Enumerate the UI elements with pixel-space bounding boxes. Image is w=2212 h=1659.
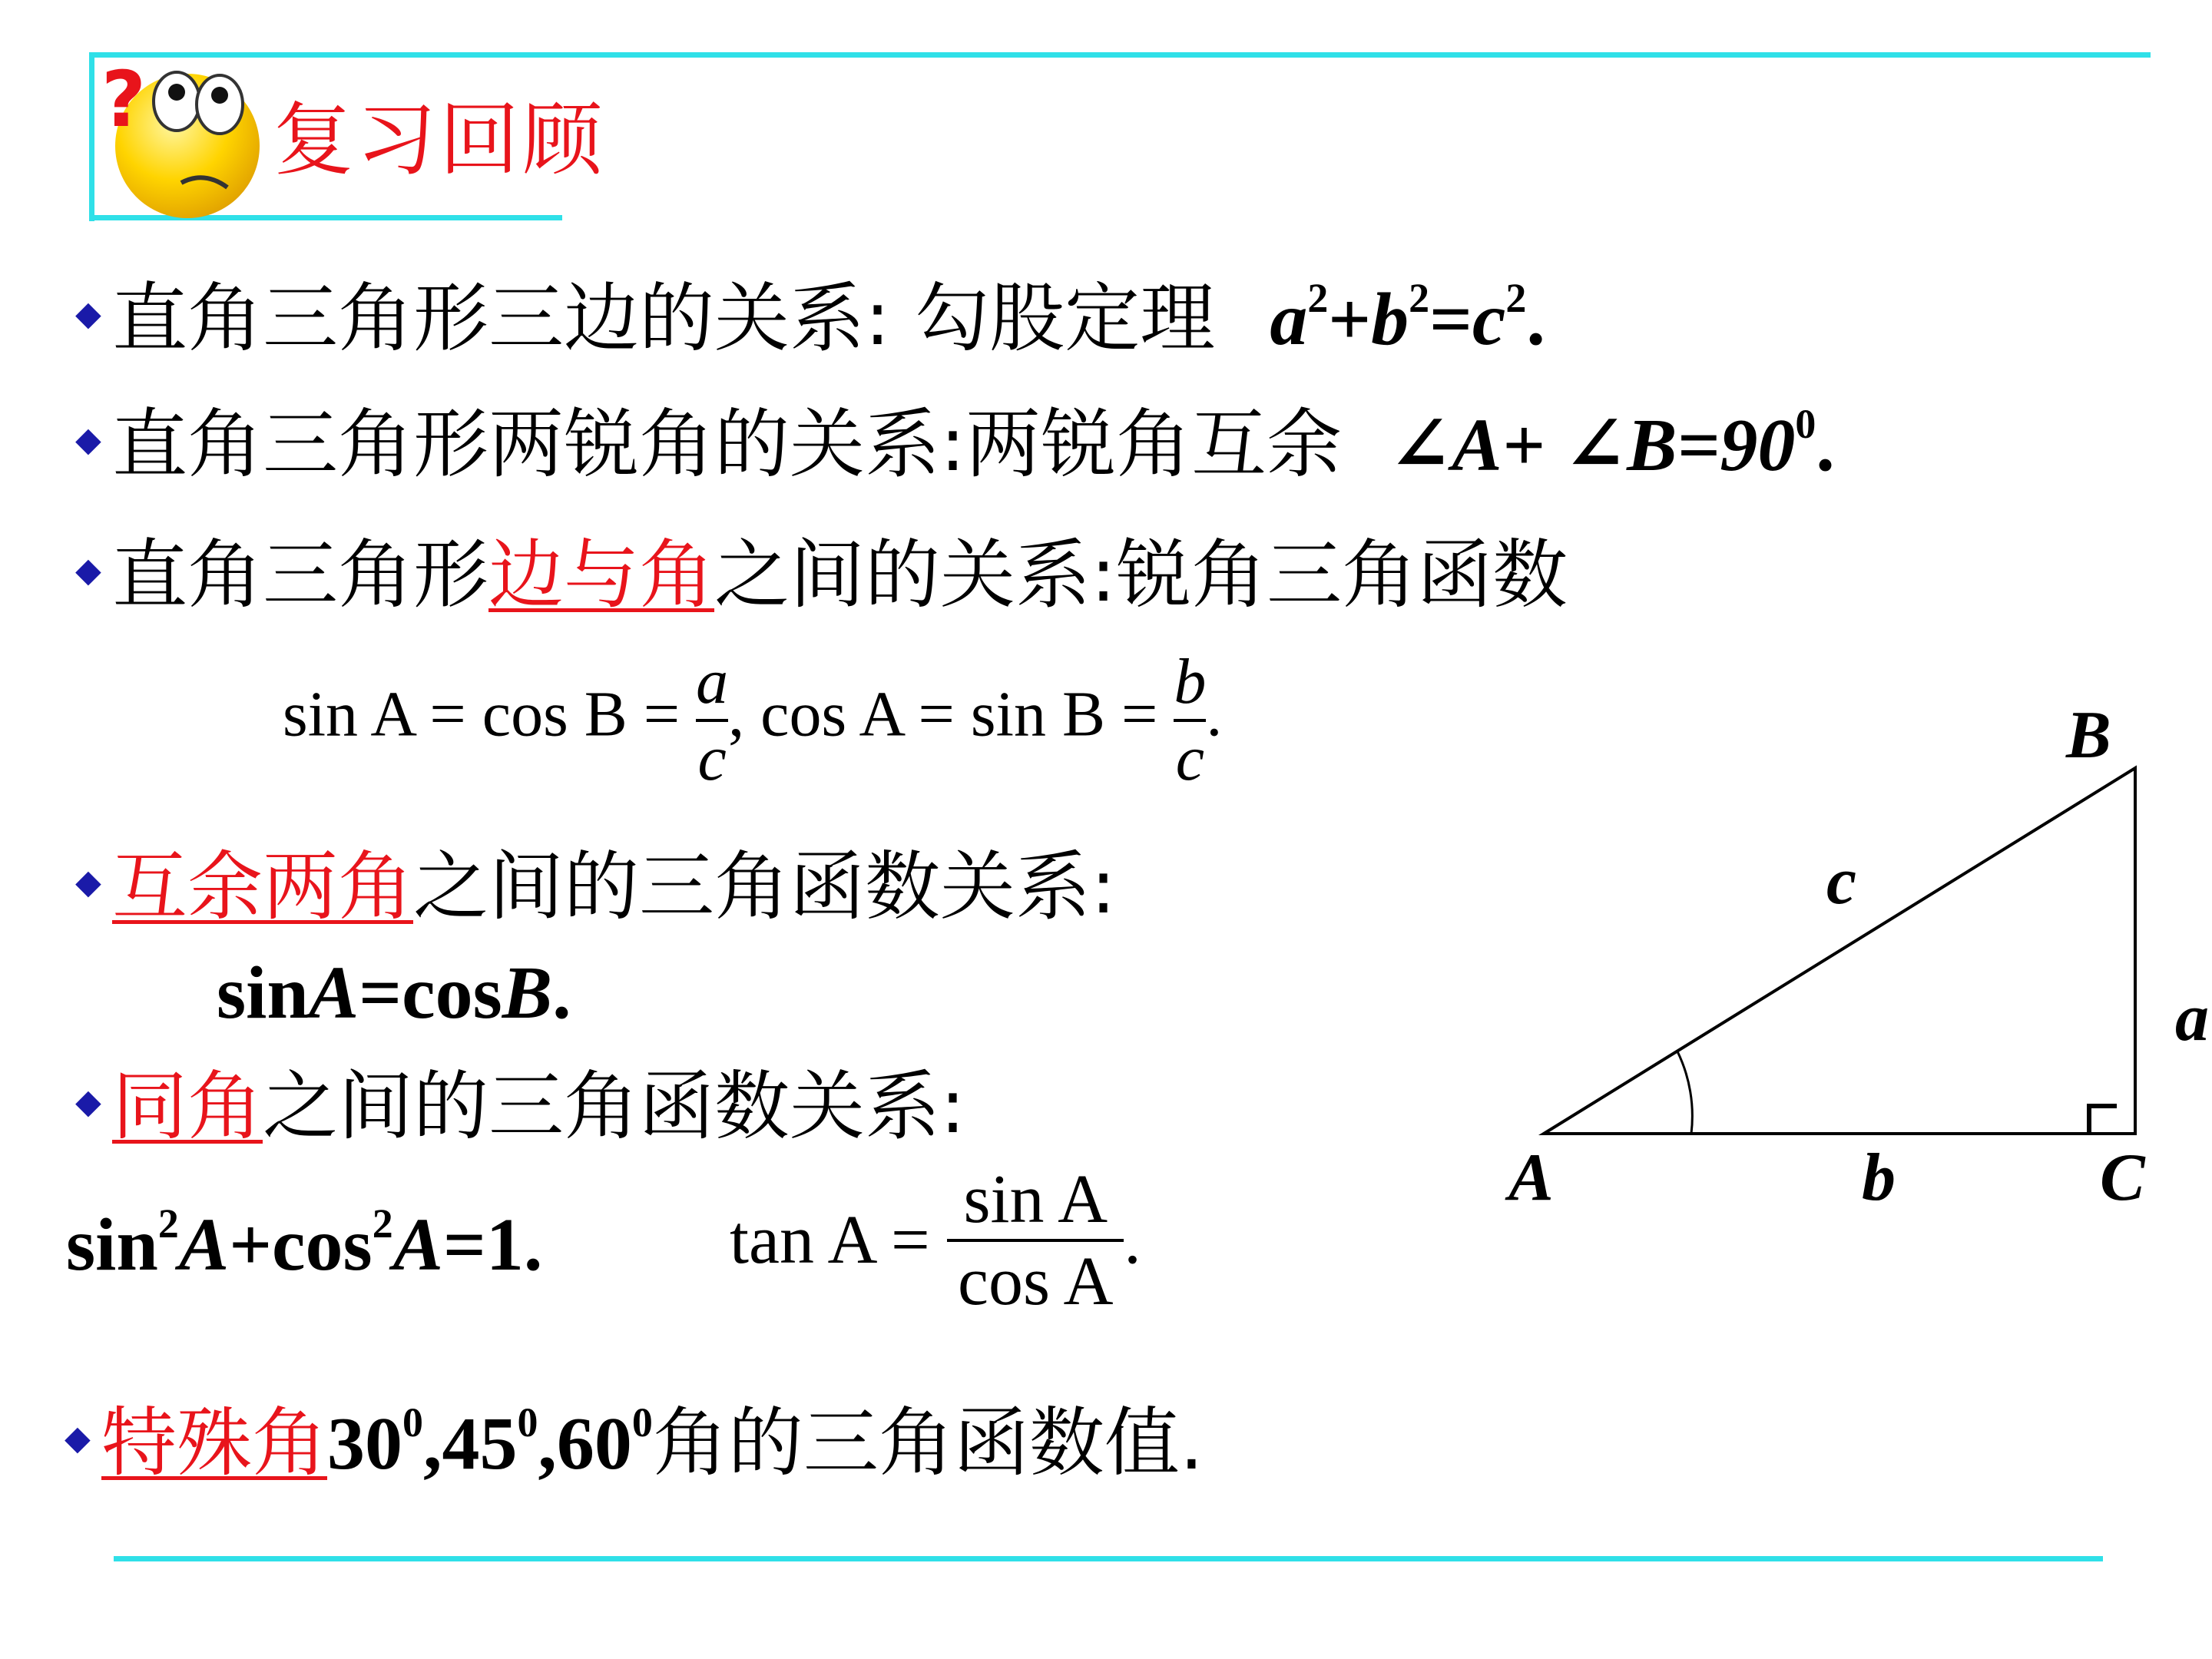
special-angle-values: $30^0,45^0,60^0$ — [327, 1399, 653, 1485]
side-label-c: c — [1826, 844, 1857, 919]
line-special-angles: ◆ 特殊角$30^0,45^0,60^0$角的三角函数值. — [65, 1399, 1204, 1487]
top-rule — [91, 52, 2151, 58]
complementary-formula: sinA=cosB. — [217, 952, 571, 1035]
svg-text:?: ? — [101, 55, 147, 144]
confused-face-icon — [97, 55, 266, 220]
equation-sin-cos: sin A = cos B = $\frac{a}{c}$ , cos A = sin B = $\frac{b}{c}$ . — [283, 646, 1223, 795]
vertex-label-a: A — [1508, 1141, 1554, 1215]
side-label-b: b — [1862, 1141, 1896, 1215]
fraction-sin-over-cos: $\frac{\text{sin A}}{\text{cos A}}$ — [947, 1161, 1124, 1320]
pythagoras-formula: $a^2+b^2=c^2$. — [1270, 275, 1545, 361]
bullet-diamond-icon: ◆ — [65, 1419, 91, 1459]
triangle-shape — [1544, 768, 2135, 1134]
angle-a-arc — [1677, 1051, 1692, 1134]
bullet-diamond-icon: ◆ — [75, 863, 101, 902]
pythagorean-identity: $\sin^2A+\cos^2A=1$. — [66, 1200, 543, 1286]
bottom-rule — [114, 1556, 2103, 1561]
angle-sum-formula: ∠A+ $\angle B=90^0$. — [1389, 401, 1835, 487]
vertex-label-c: C — [2100, 1141, 2145, 1215]
fraction-b-over-c: $\frac{b}{c}$ — [1174, 646, 1207, 795]
line-acute-angles: ◆ 直角三角形两锐角的关系:两锐角互余 ∠A+ $\angle B=90^0$. — [75, 401, 1835, 488]
equation-tan: tan A = $\frac{\text{sin A}}{\text{cos A}}$ . — [730, 1161, 1141, 1320]
bullet-diamond-icon: ◆ — [75, 420, 101, 460]
line-pythagoras — [75, 275, 1545, 363]
vertex-label-b: B — [2066, 698, 2111, 773]
bullet-diamond-icon: ◆ — [75, 294, 101, 334]
line-same-angle: ◆ 同角之间的三角函数关系: — [75, 1063, 966, 1151]
bullet-diamond-icon: ◆ — [75, 1082, 101, 1122]
title-box-left-rule — [89, 52, 94, 221]
bullet-diamond-icon: ◆ — [75, 551, 101, 591]
fraction-a-over-c: $\frac{a}{c}$ — [696, 646, 729, 795]
right-angle-marker — [2089, 1106, 2117, 1134]
side-label-a: a — [2175, 981, 2209, 1055]
line-complementary: ◆ 互余两角之间的三角函数关系: — [75, 843, 1117, 931]
line-sides-angles: ◆ 直角三角形边与角之间的关系:锐角三角函数 — [75, 531, 1568, 619]
line-text: 直角三角形三边的关系: 勾股定理 — [112, 275, 1216, 363]
page-title: 复习回顾 — [273, 93, 606, 187]
